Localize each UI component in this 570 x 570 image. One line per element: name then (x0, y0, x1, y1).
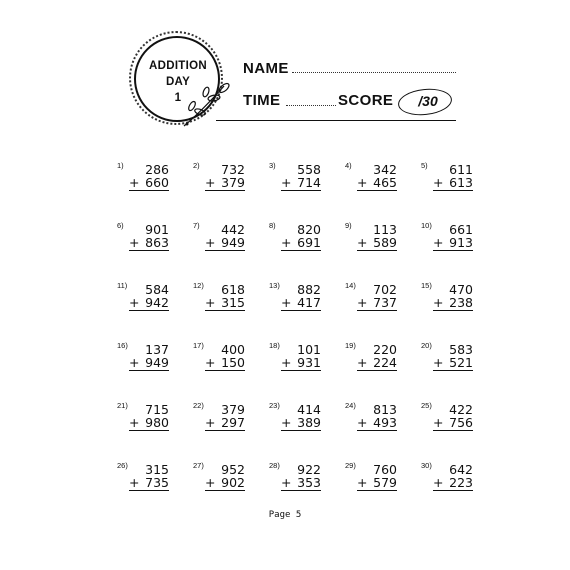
problem-number: 2) (193, 161, 200, 170)
problem-number: 12) (193, 281, 204, 290)
addition-problem (113, 161, 189, 221)
plus-sign: + (205, 295, 216, 310)
problem-number: 20) (421, 341, 432, 350)
bottom-addend-row (129, 176, 169, 191)
problem-addends (433, 283, 473, 311)
problem-number: 24) (345, 401, 356, 410)
top-addend: 661 (449, 222, 473, 237)
problem-addends (357, 163, 397, 191)
bottom-addend-row (281, 476, 321, 491)
top-addend: 611 (449, 162, 473, 177)
problem-number: 26) (117, 461, 128, 470)
header-underline (216, 120, 456, 121)
problem-addends (205, 223, 245, 251)
plus-sign: + (129, 235, 140, 250)
badge-line-day: DAY (165, 76, 191, 88)
addition-problem (341, 221, 417, 281)
problem-number: 14) (345, 281, 356, 290)
problem-addends (281, 403, 321, 431)
addition-problem (189, 221, 265, 281)
bottom-addend: 691 (297, 235, 321, 250)
bottom-addend: 417 (297, 295, 321, 310)
problem-number: 9) (345, 221, 352, 230)
bottom-addend-row (129, 236, 169, 251)
addition-problem (189, 401, 265, 461)
top-addend: 922 (297, 462, 321, 477)
bottom-addend-row (281, 416, 321, 431)
bottom-addend: 949 (145, 355, 169, 370)
problem-addends (433, 343, 473, 371)
problem-number: 10) (421, 221, 432, 230)
addition-problem (417, 341, 493, 401)
addition-problem (113, 341, 189, 401)
bottom-addend-row (357, 476, 397, 491)
problem-addends (357, 223, 397, 251)
problem-number: 5) (421, 161, 428, 170)
addition-problem (265, 281, 341, 341)
problem-addends (129, 283, 169, 311)
top-addend: 442 (221, 222, 245, 237)
plus-sign: + (357, 295, 368, 310)
bottom-addend-row (433, 296, 473, 311)
name-write-line (292, 72, 456, 73)
plus-sign: + (433, 475, 444, 490)
plus-sign: + (281, 355, 292, 370)
bottom-addend-row (129, 356, 169, 371)
addition-problem (417, 281, 493, 341)
bottom-addend-row (433, 176, 473, 191)
plus-sign: + (205, 415, 216, 430)
problem-addends (357, 283, 397, 311)
bottom-addend: 579 (373, 475, 397, 490)
problem-number: 25) (421, 401, 432, 410)
problem-addends (357, 403, 397, 431)
problem-number: 22) (193, 401, 204, 410)
addition-problem (417, 161, 493, 221)
problem-number: 27) (193, 461, 204, 470)
problem-addends (129, 343, 169, 371)
bottom-addend: 931 (297, 355, 321, 370)
bottom-addend: 902 (221, 475, 245, 490)
problem-addends (129, 163, 169, 191)
bottom-addend: 980 (145, 415, 169, 430)
bottom-addend: 379 (221, 175, 245, 190)
bottom-addend-row (357, 176, 397, 191)
problem-number: 6) (117, 221, 124, 230)
bottom-addend-row (433, 356, 473, 371)
problem-addends (433, 163, 473, 191)
problems-grid (113, 161, 493, 501)
bottom-addend-row (281, 236, 321, 251)
bottom-addend-row (205, 296, 245, 311)
bottom-addend-row (205, 236, 245, 251)
addition-problem (113, 221, 189, 281)
top-addend: 618 (221, 282, 245, 297)
leaf-branch-icon (180, 78, 236, 130)
problem-addends (281, 223, 321, 251)
plus-sign: + (281, 295, 292, 310)
top-addend: 760 (373, 462, 397, 477)
bottom-addend-row (205, 416, 245, 431)
top-addend: 901 (145, 222, 169, 237)
plus-sign: + (433, 175, 444, 190)
plus-sign: + (205, 475, 216, 490)
problem-number: 19) (345, 341, 356, 350)
bottom-addend: 949 (221, 235, 245, 250)
plus-sign: + (357, 175, 368, 190)
plus-sign: + (129, 355, 140, 370)
top-addend: 315 (145, 462, 169, 477)
problem-number: 29) (345, 461, 356, 470)
plus-sign: + (433, 415, 444, 430)
score-label: SCORE (338, 92, 394, 109)
problem-addends (433, 403, 473, 431)
problem-number: 30) (421, 461, 432, 470)
badge-line-number: 1 (174, 92, 182, 104)
problem-addends (205, 343, 245, 371)
problem-addends (205, 283, 245, 311)
bottom-addend-row (357, 356, 397, 371)
top-addend: 342 (373, 162, 397, 177)
problem-addends (281, 463, 321, 491)
problem-addends (205, 403, 245, 431)
bottom-addend-row (281, 176, 321, 191)
top-addend: 286 (145, 162, 169, 177)
name-label: NAME (243, 60, 289, 77)
addition-problem (265, 221, 341, 281)
addition-problem (341, 341, 417, 401)
bottom-addend-row (205, 476, 245, 491)
top-addend: 113 (373, 222, 397, 237)
bottom-addend: 735 (145, 475, 169, 490)
bottom-addend: 756 (449, 415, 473, 430)
bottom-addend-row (433, 416, 473, 431)
problem-number: 3) (269, 161, 276, 170)
top-addend: 220 (373, 342, 397, 357)
plus-sign: + (433, 355, 444, 370)
plus-sign: + (281, 475, 292, 490)
top-addend: 715 (145, 402, 169, 417)
problem-number: 23) (269, 401, 280, 410)
problem-number: 28) (269, 461, 280, 470)
bottom-addend: 913 (449, 235, 473, 250)
addition-problem (341, 161, 417, 221)
bottom-addend-row (129, 476, 169, 491)
addition-problem (417, 401, 493, 461)
bottom-addend: 660 (145, 175, 169, 190)
plus-sign: + (357, 355, 368, 370)
top-addend: 101 (297, 342, 321, 357)
problem-number: 16) (117, 341, 128, 350)
top-addend: 583 (449, 342, 473, 357)
bottom-addend: 297 (221, 415, 245, 430)
problem-number: 21) (117, 401, 128, 410)
bottom-addend-row (205, 356, 245, 371)
plus-sign: + (433, 235, 444, 250)
score-total: /30 (418, 93, 438, 109)
plus-sign: + (357, 475, 368, 490)
addition-problem (265, 341, 341, 401)
plus-sign: + (205, 235, 216, 250)
bottom-addend-row (129, 416, 169, 431)
top-addend: 137 (145, 342, 169, 357)
problem-addends (281, 163, 321, 191)
bottom-addend: 863 (145, 235, 169, 250)
plus-sign: + (129, 415, 140, 430)
problem-number: 18) (269, 341, 280, 350)
addition-problem (417, 221, 493, 281)
addition-problem (341, 281, 417, 341)
bottom-addend: 737 (373, 295, 397, 310)
plus-sign: + (357, 235, 368, 250)
problem-addends (129, 403, 169, 431)
problem-number: 17) (193, 341, 204, 350)
problem-addends (129, 463, 169, 491)
plus-sign: + (281, 235, 292, 250)
problem-addends (357, 463, 397, 491)
bottom-addend: 224 (373, 355, 397, 370)
bottom-addend-row (433, 476, 473, 491)
problem-addends (433, 223, 473, 251)
plus-sign: + (129, 175, 140, 190)
problem-number: 13) (269, 281, 280, 290)
plus-sign: + (205, 355, 216, 370)
top-addend: 732 (221, 162, 245, 177)
top-addend: 882 (297, 282, 321, 297)
top-addend: 422 (449, 402, 473, 417)
plus-sign: + (281, 415, 292, 430)
problem-number: 1) (117, 161, 124, 170)
badge-line-addition: ADDITION (149, 60, 207, 72)
top-addend: 820 (297, 222, 321, 237)
bottom-addend-row (357, 416, 397, 431)
bottom-addend: 353 (297, 475, 321, 490)
bottom-addend: 315 (221, 295, 245, 310)
top-addend: 470 (449, 282, 473, 297)
addition-problem (265, 161, 341, 221)
problem-addends (205, 163, 245, 191)
bottom-addend-row (357, 236, 397, 251)
problem-number: 15) (421, 281, 432, 290)
problem-addends (281, 343, 321, 371)
page-number: Page 5 (268, 510, 302, 520)
plus-sign: + (205, 175, 216, 190)
bottom-addend: 238 (449, 295, 473, 310)
problem-number: 8) (269, 221, 276, 230)
top-addend: 379 (221, 402, 245, 417)
problem-addends (205, 463, 245, 491)
plus-sign: + (433, 295, 444, 310)
bottom-addend: 714 (297, 175, 321, 190)
problem-addends (433, 463, 473, 491)
bottom-addend-row (205, 176, 245, 191)
addition-problem (113, 281, 189, 341)
bottom-addend: 150 (221, 355, 245, 370)
addition-problem (341, 401, 417, 461)
bottom-addend: 942 (145, 295, 169, 310)
time-label: TIME (243, 92, 281, 109)
top-addend: 642 (449, 462, 473, 477)
problem-number: 4) (345, 161, 352, 170)
top-addend: 702 (373, 282, 397, 297)
plus-sign: + (281, 175, 292, 190)
bottom-addend: 613 (449, 175, 473, 190)
top-addend: 584 (145, 282, 169, 297)
time-write-line (286, 105, 336, 106)
top-addend: 813 (373, 402, 397, 417)
problem-addends (281, 283, 321, 311)
top-addend: 400 (221, 342, 245, 357)
bottom-addend-row (357, 296, 397, 311)
plus-sign: + (129, 475, 140, 490)
plus-sign: + (357, 415, 368, 430)
problem-addends (357, 343, 397, 371)
top-addend: 414 (297, 402, 321, 417)
bottom-addend: 589 (373, 235, 397, 250)
bottom-addend: 493 (373, 415, 397, 430)
top-addend: 952 (221, 462, 245, 477)
bottom-addend: 521 (449, 355, 473, 370)
addition-problem (189, 281, 265, 341)
bottom-addend-row (433, 236, 473, 251)
bottom-addend: 223 (449, 475, 473, 490)
addition-problem (265, 401, 341, 461)
problem-addends (129, 223, 169, 251)
problem-number: 11) (117, 281, 128, 290)
addition-problem (189, 161, 265, 221)
bottom-addend-row (281, 356, 321, 371)
plus-sign: + (129, 295, 140, 310)
bottom-addend: 389 (297, 415, 321, 430)
bottom-addend-row (281, 296, 321, 311)
top-addend: 558 (297, 162, 321, 177)
bottom-addend: 465 (373, 175, 397, 190)
addition-problem (113, 401, 189, 461)
addition-problem (189, 341, 265, 401)
problem-number: 7) (193, 221, 200, 230)
bottom-addend-row (129, 296, 169, 311)
